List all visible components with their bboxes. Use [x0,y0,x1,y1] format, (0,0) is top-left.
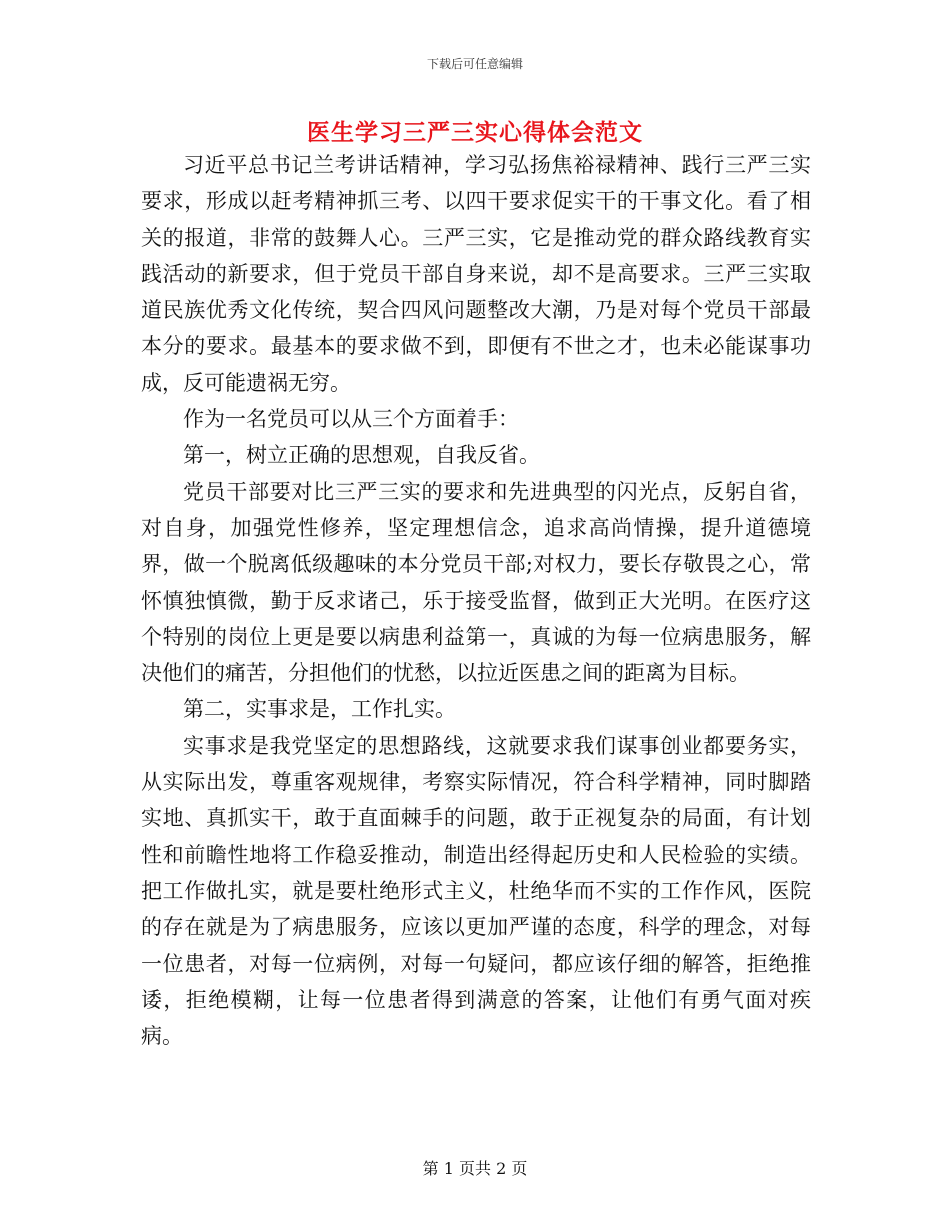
header-note: 下载后可任意编辑 [426,57,523,71]
paragraph-intro: 习近平总书记兰考讲话精神，学习弘扬焦裕禄精神、践行三严三实要求，形成以赶考精神抓三考、以四干要求促实干的干事文化。看了相关的报道，非常的鼓舞人心。三严三实，它是推动党的群众路线教育实践活动的新要求，但于党员干部自身来说，却不是高要求。三严三实取道民族优秀文化传统，契合四风问题整改大潮，乃是对每个党员干部最本分的要求。最基本的要求做不到，即便有不世之才，也未必能谋事功成，反可能遗祸无穷。 [141,153,811,395]
paragraph-heading-second: 第二，实事求是，工作扎实。 [183,697,456,722]
paragraph-three-aspects: 作为一名党员可以从三个方面着手： [183,407,519,432]
document-body [141,147,811,1054]
page-number-footer: 第 1 页共 2 页 [422,1159,528,1178]
paragraph-heading-first: 第一，树立正确的思想观，自我反省。 [183,443,540,468]
document-title: 医生学习三严三实心得体会范文 [307,119,643,146]
paragraph-second-body: 实事求是我党坚定的思想路线，这就要求我们谋事创业都要务实，从实际出发，尊重客观规律，考察实际情况，符合科学精神，同时脚踏实地、真抓实干，敢于直面棘手的问题，敢于正视复杂的局面，有计划性和前瞻性地将工作稳妥推动，制造出经得起历史和人民检验的实绩。把工作做扎实，就是要杜绝形式主义，杜绝华而不实的工作作风，医院的存在就是为了病患服务，应该以更加严谨的态度，科学的理念，对每一位患者，对每一位病例，对每一句疑问，都应该仔细的解答，拒绝推诿，拒绝模糊，让每一位患者得到满意的答案，让他们有勇气面对疾病。 [141,733,811,1049]
paragraph-first-body: 党员干部要对比三严三实的要求和先进典型的闪光点，反躬自省，对自身，加强党性修养，坚定理想信念，追求高尚情操，提升道德境界，做一个脱离低级趣味的本分党员干部;对权力，要长存敬畏之心，常怀慎独慎微，勤于反求诸己，乐于接受监督，做到正大光明。在医疗这个特别的岗位上更是要以病患利益第一，真诚的为每一位病患服务，解决他们的痛苦，分担他们的忧愁，以拉近医患之间的距离为目标。 [141,479,811,686]
